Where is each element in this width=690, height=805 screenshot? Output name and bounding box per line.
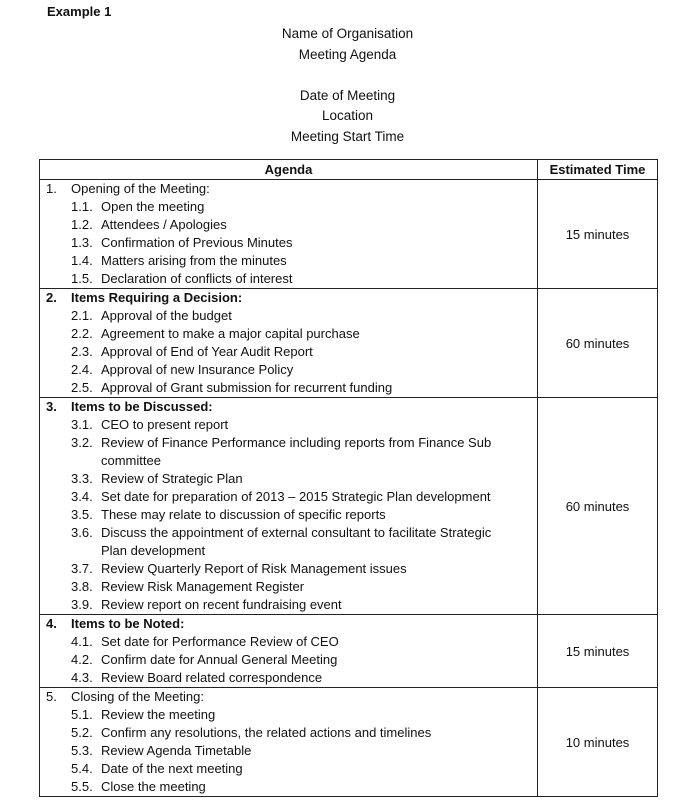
agenda-item-text: Confirm any resolutions, the related actions and timelines — [101, 725, 432, 740]
agenda-item — [40, 416, 537, 434]
agenda-item-number: 3.1. — [71, 417, 93, 432]
agenda-item-text: Approval of new Insurance Policy — [101, 362, 294, 377]
agenda-item — [40, 216, 537, 234]
column-header-agenda: Agenda — [40, 160, 538, 180]
agenda-item — [40, 379, 537, 397]
agenda-item-number: 5.2. — [71, 725, 93, 740]
agenda-item — [40, 506, 537, 524]
agenda-item-number: 4.3. — [71, 670, 93, 685]
section-title — [40, 688, 537, 706]
agenda-item — [40, 343, 537, 361]
meeting-location: Location — [321, 108, 374, 123]
agenda-section-row — [40, 688, 658, 797]
agenda-item-text: Approval of the budget — [101, 308, 232, 323]
section-number: 1. — [46, 181, 57, 196]
agenda-item-text: Date of the next meeting — [101, 761, 243, 776]
agenda-item-number: 1.1. — [71, 199, 93, 214]
agenda-item — [40, 706, 537, 724]
agenda-item-text: Review Board related correspondence — [101, 670, 323, 685]
agenda-item-text: Review Quarterly Report of Risk Management issues — [101, 561, 407, 576]
agenda-item-text: Declaration of conflicts of interest — [101, 271, 293, 286]
agenda-item-number: 2.1. — [71, 308, 93, 323]
agenda-item-number: 1.5. — [71, 271, 93, 286]
agenda-item — [40, 198, 537, 216]
agenda-item-number: 4.1. — [71, 634, 93, 649]
agenda-item — [40, 234, 537, 252]
agenda-item-number: 3.5. — [71, 507, 93, 522]
section-title — [40, 398, 537, 416]
section-title-text: Opening of the Meeting: — [71, 181, 210, 196]
agenda-item-text: Review of Finance Performance including reports from Finance Sub committee — [101, 435, 492, 468]
agenda-item — [40, 724, 537, 742]
agenda-table — [39, 159, 658, 797]
section-title-text: Items Requiring a Decision: — [71, 290, 243, 305]
agenda-item-text: Attendees / Apologies — [101, 217, 227, 232]
document-title: Meeting Agenda — [298, 46, 397, 62]
agenda-item-number: 4.2. — [71, 652, 93, 667]
estimated-time: 60 minutes — [538, 289, 658, 398]
agenda-item-text: Review report on recent fundraising event — [101, 597, 342, 612]
estimated-time: 15 minutes — [538, 615, 658, 688]
agenda-item-number: 5.1. — [71, 707, 93, 722]
agenda-item — [40, 488, 537, 506]
agenda-item — [40, 669, 537, 687]
section-title-text: Items to be Noted: — [71, 616, 185, 631]
section-number: 2. — [46, 290, 57, 305]
agenda-item-text: Approval of End of Year Audit Report — [101, 344, 313, 359]
agenda-section-row — [40, 180, 658, 289]
agenda-item-text: Review Risk Management Register — [101, 579, 305, 594]
agenda-item — [40, 524, 537, 560]
agenda-section-row — [40, 398, 658, 615]
example-label: Example 1 — [47, 4, 112, 19]
agenda-item-text: These may relate to discussion of specific reports — [101, 507, 386, 522]
agenda-item-text: Matters arising from the minutes — [101, 253, 287, 268]
estimated-time: 60 minutes — [538, 398, 658, 615]
agenda-item — [40, 361, 537, 379]
agenda-item-text: Agreement to make a major capital purchase — [101, 326, 360, 341]
section-number: 5. — [46, 689, 57, 704]
agenda-item-number: 3.6. — [71, 525, 93, 540]
agenda-item-number: 2.2. — [71, 326, 93, 341]
section-title — [40, 615, 537, 633]
agenda-item-number: 1.2. — [71, 217, 93, 232]
agenda-item-number: 2.5. — [71, 380, 93, 395]
agenda-item-text: CEO to present report — [101, 417, 229, 432]
meeting-date: Date of Meeting — [299, 87, 396, 103]
estimated-time: 15 minutes — [538, 180, 658, 289]
agenda-item-number: 3.2. — [71, 435, 93, 450]
agenda-item-text: Set date for preparation of 2013 – 2015 Strategic Plan development — [101, 489, 491, 504]
agenda-item-text: Open the meeting — [101, 199, 205, 214]
agenda-item — [40, 252, 537, 270]
agenda-item-number: 2.3. — [71, 344, 93, 359]
agenda-item — [40, 742, 537, 760]
meeting-start-time: Meeting Start Time — [290, 128, 405, 144]
section-title-text: Closing of the Meeting: — [71, 689, 204, 704]
section-title-text: Items to be Discussed: — [71, 399, 213, 414]
section-number: 4. — [46, 616, 57, 631]
agenda-section-cell — [40, 615, 538, 688]
organisation-name: Name of Organisation — [281, 26, 414, 41]
column-header-estimated-time: Estimated Time — [538, 160, 658, 180]
agenda-section-cell — [40, 180, 538, 289]
agenda-section-cell — [40, 398, 538, 615]
section-title — [40, 180, 537, 198]
agenda-item-number: 3.3. — [71, 471, 93, 486]
agenda-item-text: Discuss the appointment of external consultant to facilitate Strategic Plan development — [101, 525, 492, 558]
agenda-item — [40, 560, 537, 578]
agenda-item-text: Review of Strategic Plan — [101, 471, 243, 486]
agenda-section-row — [40, 615, 658, 688]
agenda-item-text: Review the meeting — [101, 707, 216, 722]
agenda-item — [40, 434, 537, 470]
agenda-item-text: Review Agenda Timetable — [101, 743, 252, 758]
agenda-item-number: 1.4. — [71, 253, 93, 268]
agenda-item — [40, 578, 537, 596]
agenda-item — [40, 307, 537, 325]
agenda-item-number: 2.4. — [71, 362, 93, 377]
table-header-row — [40, 160, 658, 180]
section-title — [40, 289, 537, 307]
agenda-header — [0, 24, 690, 147]
estimated-time: 10 minutes — [538, 688, 658, 797]
agenda-item-number: 5.5. — [71, 779, 93, 794]
agenda-item-number: 3.8. — [71, 579, 93, 594]
agenda-item-number: 3.4. — [71, 489, 93, 504]
agenda-item-number: 3.7. — [71, 561, 93, 576]
agenda-item — [40, 760, 537, 778]
agenda-item-text: Set date for Performance Review of CEO — [101, 634, 339, 649]
agenda-item-number: 3.9. — [71, 597, 93, 612]
agenda-item — [40, 633, 537, 651]
agenda-item-text: Approval of Grant submission for recurrent funding — [101, 380, 393, 395]
agenda-item-text: Confirm date for Annual General Meeting — [101, 652, 338, 667]
agenda-item — [40, 651, 537, 669]
agenda-sections — [40, 180, 658, 797]
agenda-item-text: Close the meeting — [101, 779, 206, 794]
agenda-section-cell — [40, 289, 538, 398]
agenda-item — [40, 325, 537, 343]
agenda-item-number: 5.3. — [71, 743, 93, 758]
agenda-item — [40, 778, 537, 796]
agenda-item — [40, 470, 537, 488]
agenda-item-number: 5.4. — [71, 761, 93, 776]
agenda-item-number: 1.3. — [71, 235, 93, 250]
agenda-item — [40, 596, 537, 614]
agenda-section-row — [40, 289, 658, 398]
section-number: 3. — [46, 399, 57, 414]
agenda-section-cell — [40, 688, 538, 797]
agenda-item-text: Confirmation of Previous Minutes — [101, 235, 293, 250]
agenda-item — [40, 270, 537, 288]
